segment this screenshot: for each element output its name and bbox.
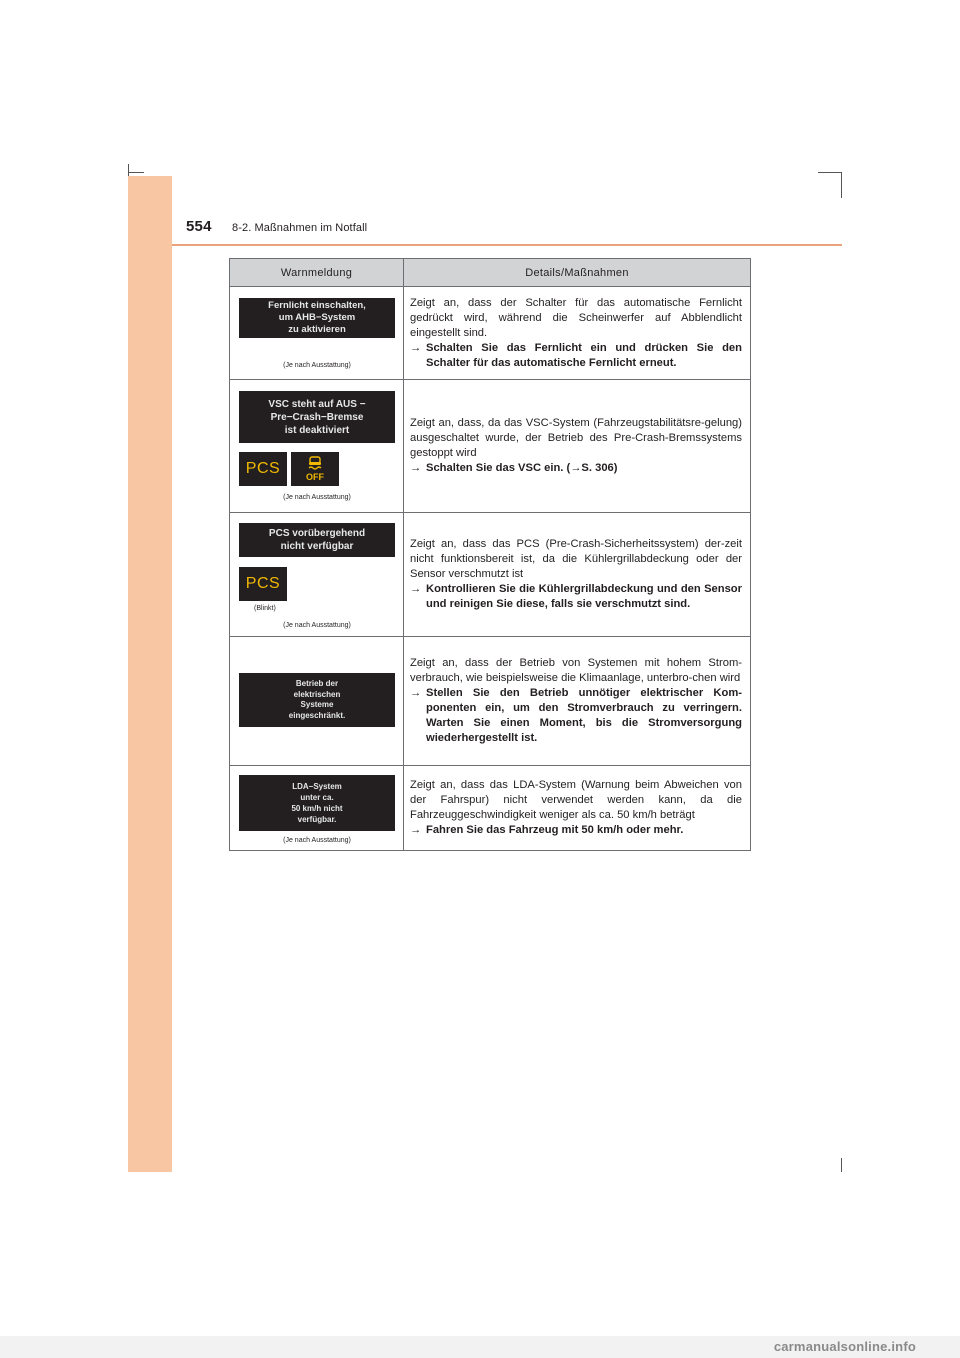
display-line: verfügbar.	[297, 815, 337, 824]
action-instruction	[410, 686, 742, 746]
warning-display-image	[239, 673, 395, 727]
blink-note: (Blinkt)	[254, 605, 276, 612]
details-text: Zeigt an, dass der Schalter für das automatische Fernlicht gedrückt wird, während die Scheinwerfer auf Abblendlicht eingestellt sind.	[410, 296, 742, 339]
skid-car-icon	[306, 456, 324, 472]
display-line: um AHB−System	[278, 312, 356, 323]
display-line: nicht verfügbar	[280, 541, 354, 552]
pcs-label: PCS	[245, 460, 281, 477]
watermark-bar	[0, 1336, 960, 1358]
display-line: Pre−Crash−Bremse	[270, 411, 364, 423]
equipment-note: (Je nach Ausstattung)	[283, 362, 351, 369]
crop-mark-top-right	[818, 172, 842, 173]
details-cell	[404, 513, 750, 636]
display-line: PCS vorübergehend	[268, 528, 366, 539]
arrow-icon: →	[410, 687, 422, 699]
table-row	[230, 637, 750, 766]
action-text: Kontrollieren Sie die Kühlergrillabdeckung und den Sensor und reinigen Sie diese, falls sie verschmutzt sind.	[426, 583, 742, 610]
details-cell	[404, 380, 750, 512]
table-row	[230, 766, 750, 850]
action-text: Schalten Sie das VSC ein. (→S. 306)	[426, 462, 618, 474]
pcs-warning-light-icon	[239, 452, 287, 486]
details-cell	[404, 637, 750, 765]
display-line: elektrischen	[293, 689, 341, 699]
action-text: Fahren Sie das Fahrzeug mit 50 km/h oder mehr.	[426, 824, 684, 836]
arrow-icon: →	[410, 462, 422, 474]
details-text: Zeigt an, dass das LDA-System (Warnung beim Abweichen von der Fahrspur) nicht verwendet werden kann, da die Fahrzeuggeschwindigkeit weniger als ca. 50 km/h beträgt	[410, 779, 742, 821]
details-cell	[404, 766, 750, 850]
column-header-message: Warnmeldung	[230, 259, 404, 286]
details-cell	[404, 287, 750, 379]
action-text: Schalten Sie das Fernlicht ein und drücken Sie den Schalter für das automatische Fernlicht erneut.	[426, 341, 742, 369]
arrow-icon: →	[410, 583, 422, 595]
equipment-note: (Je nach Ausstattung)	[283, 622, 351, 629]
crop-mark-top-left-vertical	[128, 164, 129, 176]
details-text: Zeigt an, dass der Betrieb von Systemen mit hohem Strom-verbrauch, wie beispielsweise die Klimaanlage, unterbro-chen wird	[410, 657, 742, 684]
message-cell	[230, 766, 404, 850]
table-row	[230, 380, 750, 513]
display-line: 50 km/h nicht	[291, 804, 343, 813]
crop-mark-top-right-vertical	[841, 172, 842, 198]
action-instruction	[410, 461, 742, 476]
action-instruction	[410, 582, 742, 612]
message-cell	[230, 637, 404, 765]
watermark-text: carmanualsonline.info	[773, 1339, 916, 1354]
display-line: zu aktivieren	[288, 324, 346, 335]
message-cell	[230, 287, 404, 379]
equipment-note: (Je nach Ausstattung)	[283, 494, 351, 501]
header-rule	[172, 244, 842, 246]
action-instruction	[410, 823, 742, 838]
display-line: Betrieb der	[295, 679, 339, 688]
display-line: unter ca.	[300, 793, 334, 802]
warning-message-table	[229, 258, 751, 851]
crop-mark-top-left	[128, 172, 144, 173]
pcs-label: PCS	[245, 575, 281, 592]
section-title: 8-2. Maßnahmen im Notfall	[232, 222, 368, 234]
warning-display-image	[239, 391, 395, 443]
chapter-side-tab	[128, 176, 172, 1172]
arrow-icon: →	[410, 824, 422, 836]
warning-display-image	[239, 523, 395, 557]
details-text: Zeigt an, dass das PCS (Pre-Crash-Sicherheitssystem) der-zeit nicht funktionsbereit ist, da die Kühlergrillabdeckung oder der Sensor verschmutzt ist	[410, 538, 742, 580]
message-cell	[230, 513, 404, 636]
warning-display-image	[239, 298, 395, 338]
arrow-icon: →	[410, 341, 422, 354]
message-cell	[230, 380, 404, 512]
warning-display-image	[239, 775, 395, 831]
display-line: eingeschränkt.	[288, 710, 346, 720]
display-line: Systeme	[300, 700, 334, 709]
column-header-details: Details/Maßnahmen	[525, 266, 629, 279]
crop-mark-bottom-right-vertical	[841, 1158, 842, 1172]
table-row	[230, 513, 750, 637]
page-number: 554	[186, 218, 212, 235]
action-text: Stellen Sie den Betrieb unnötiger elektrischer Kom-ponenten ein, um den Stromverbrauch zu verringern. Warten Sie einen Moment, bis die Stromversorgung wiederhergestellt ist.	[426, 687, 742, 744]
action-instruction	[410, 341, 742, 371]
table-header	[230, 259, 750, 287]
display-line: ist deaktiviert	[284, 424, 350, 436]
vsc-off-indicator-icon	[291, 452, 339, 486]
display-line: Fernlicht einschalten,	[268, 300, 366, 311]
table-row	[230, 287, 750, 380]
display-line: VSC steht auf AUS −	[268, 398, 366, 410]
details-text: Zeigt an, dass, da das VSC-System (Fahrzeugstabilitätsre-gelung) ausgeschaltet wurde, der Betrieb des Pre-Crash-Bremssystems gestoppt wird	[410, 417, 742, 459]
off-label: OFF	[306, 472, 324, 482]
display-line: LDA−System	[292, 782, 342, 791]
pcs-warning-light-icon	[239, 567, 287, 601]
equipment-note: (Je nach Ausstattung)	[283, 837, 351, 844]
